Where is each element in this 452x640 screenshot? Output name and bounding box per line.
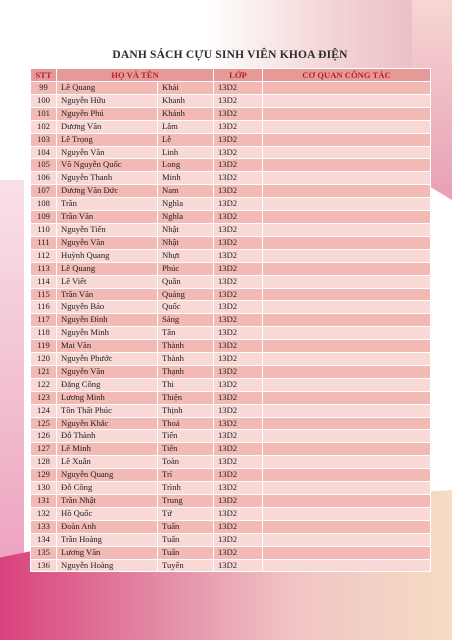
cell-last-name: Lương Văn (57, 546, 158, 559)
cell-last-name: Lê Quang (57, 82, 158, 95)
cell-stt: 131 (31, 495, 57, 508)
cell-class: 13D2 (214, 430, 263, 443)
cell-stt: 103 (31, 133, 57, 146)
cell-org (263, 288, 431, 301)
cell-class: 13D2 (214, 353, 263, 366)
cell-stt: 116 (31, 301, 57, 314)
cell-class: 13D2 (214, 211, 263, 224)
cell-org (263, 223, 431, 236)
cell-org (263, 133, 431, 146)
cell-first-name: Tuyến (158, 559, 214, 572)
cell-last-name: Đặng Công (57, 378, 158, 391)
cell-org (263, 495, 431, 508)
cell-last-name: Nguyễn Hoàng (57, 559, 158, 572)
alumni-table (30, 68, 431, 572)
cell-stt: 124 (31, 404, 57, 417)
cell-class: 13D2 (214, 456, 263, 469)
cell-class: 13D2 (214, 378, 263, 391)
cell-first-name: Thịnh (158, 404, 214, 417)
table-row (31, 327, 431, 340)
cell-last-name: Đỗ Thành (57, 430, 158, 443)
cell-org (263, 185, 431, 198)
cell-org (263, 249, 431, 262)
cell-org (263, 533, 431, 546)
cell-org (263, 482, 431, 495)
table-row (31, 301, 431, 314)
table-row (31, 185, 431, 198)
cell-stt: 132 (31, 507, 57, 520)
cell-stt: 109 (31, 211, 57, 224)
cell-last-name: Nguyễn Văn (57, 146, 158, 159)
cell-stt: 136 (31, 559, 57, 572)
table-row (31, 469, 431, 482)
cell-last-name: Nguyễn Minh (57, 327, 158, 340)
cell-stt: 134 (31, 533, 57, 546)
cell-last-name: Nguyễn Thanh (57, 172, 158, 185)
cell-last-name: Lê Xuân (57, 456, 158, 469)
cell-last-name: Lê Quang (57, 262, 158, 275)
cell-org (263, 430, 431, 443)
cell-stt: 130 (31, 482, 57, 495)
cell-org (263, 198, 431, 211)
cell-first-name: Khanh (158, 94, 214, 107)
table-row (31, 275, 431, 288)
cell-org (263, 340, 431, 353)
cell-org (263, 378, 431, 391)
cell-last-name: Huỳnh Quang (57, 249, 158, 262)
cell-last-name: Đỗ Công (57, 482, 158, 495)
cell-org (263, 391, 431, 404)
cell-stt: 129 (31, 469, 57, 482)
table-row (31, 533, 431, 546)
cell-last-name: Nguyễn Đình (57, 314, 158, 327)
cell-last-name: Trần Hoàng (57, 533, 158, 546)
cell-class: 13D2 (214, 82, 263, 95)
cell-class: 13D2 (214, 223, 263, 236)
page-title: DANH SÁCH CỰU SINH VIÊN KHOA ĐIỆN (112, 49, 348, 61)
cell-org (263, 120, 431, 133)
cell-class: 13D2 (214, 262, 263, 275)
cell-first-name: Thạnh (158, 365, 214, 378)
cell-first-name: Khánh (158, 107, 214, 120)
cell-class: 13D2 (214, 546, 263, 559)
cell-class: 13D2 (214, 159, 263, 172)
cell-first-name: Sáng (158, 314, 214, 327)
cell-last-name: Dương Văn Đức (57, 185, 158, 198)
cell-stt: 119 (31, 340, 57, 353)
cell-last-name: Nguyễn Bảo (57, 301, 158, 314)
cell-last-name: Nguyễn Văn (57, 236, 158, 249)
cell-first-name: Tuấn (158, 546, 214, 559)
cell-stt: 125 (31, 417, 57, 430)
cell-stt: 99 (31, 82, 57, 95)
header-class: LỚP (214, 69, 263, 82)
cell-last-name: Nguyễn Phú (57, 107, 158, 120)
cell-stt: 128 (31, 456, 57, 469)
cell-last-name: Hồ Quốc (57, 507, 158, 520)
cell-stt: 100 (31, 94, 57, 107)
cell-stt: 112 (31, 249, 57, 262)
table-row (31, 133, 431, 146)
cell-last-name: Lê Viết (57, 275, 158, 288)
table-row (31, 288, 431, 301)
cell-last-name: Mai Văn (57, 340, 158, 353)
table-row (31, 262, 431, 275)
cell-class: 13D2 (214, 107, 263, 120)
cell-last-name: Nguyễn Văn (57, 365, 158, 378)
cell-first-name: Quốc (158, 301, 214, 314)
cell-last-name: Trần Văn (57, 288, 158, 301)
cell-first-name: Tứ (158, 507, 214, 520)
cell-class: 13D2 (214, 417, 263, 430)
cell-class: 13D2 (214, 327, 263, 340)
table-row (31, 378, 431, 391)
cell-org (263, 172, 431, 185)
cell-org (263, 404, 431, 417)
cell-org (263, 469, 431, 482)
cell-stt: 127 (31, 443, 57, 456)
header-stt: STT (31, 69, 57, 82)
cell-stt: 105 (31, 159, 57, 172)
cell-last-name: Đoàn Anh (57, 520, 158, 533)
cell-class: 13D2 (214, 404, 263, 417)
cell-first-name: Toàn (158, 456, 214, 469)
cell-first-name: Tuấn (158, 520, 214, 533)
cell-last-name: Tôn Thất Phúc (57, 404, 158, 417)
table-row (31, 495, 431, 508)
cell-org (263, 94, 431, 107)
cell-first-name: Thi (158, 378, 214, 391)
cell-class: 13D2 (214, 520, 263, 533)
cell-stt: 101 (31, 107, 57, 120)
table-body (31, 82, 431, 572)
cell-class: 13D2 (214, 133, 263, 146)
cell-stt: 121 (31, 365, 57, 378)
table-row (31, 172, 431, 185)
cell-stt: 107 (31, 185, 57, 198)
cell-class: 13D2 (214, 340, 263, 353)
table-row (31, 223, 431, 236)
cell-stt: 110 (31, 223, 57, 236)
cell-first-name: Lễ (158, 133, 214, 146)
cell-class: 13D2 (214, 94, 263, 107)
cell-org (263, 159, 431, 172)
cell-org (263, 546, 431, 559)
cell-class: 13D2 (214, 172, 263, 185)
table-row (31, 107, 431, 120)
table-row (31, 314, 431, 327)
table-row (31, 507, 431, 520)
cell-org (263, 262, 431, 275)
cell-first-name: Thành (158, 340, 214, 353)
cell-org (263, 443, 431, 456)
cell-first-name: Linh (158, 146, 214, 159)
cell-first-name: Thoả (158, 417, 214, 430)
cell-last-name: Lê Trọng (57, 133, 158, 146)
cell-last-name: Nguyễn Hữu (57, 94, 158, 107)
table-row (31, 520, 431, 533)
table-row (31, 120, 431, 133)
cell-stt: 118 (31, 327, 57, 340)
table-row (31, 430, 431, 443)
table-row (31, 456, 431, 469)
cell-first-name: Nhật (158, 223, 214, 236)
table-row (31, 404, 431, 417)
alumni-table-container (30, 68, 430, 572)
cell-last-name: Dương Văn (57, 120, 158, 133)
cell-class: 13D2 (214, 365, 263, 378)
cell-class: 13D2 (214, 495, 263, 508)
cell-class: 13D2 (214, 482, 263, 495)
cell-stt: 126 (31, 430, 57, 443)
cell-org (263, 353, 431, 366)
cell-first-name: Trí (158, 469, 214, 482)
cell-org (263, 211, 431, 224)
cell-org (263, 314, 431, 327)
cell-stt: 111 (31, 236, 57, 249)
table-row (31, 443, 431, 456)
table-row (31, 353, 431, 366)
table-row (31, 559, 431, 572)
cell-class: 13D2 (214, 469, 263, 482)
cell-first-name: Quảng (158, 288, 214, 301)
cell-class: 13D2 (214, 533, 263, 546)
table-row (31, 82, 431, 95)
cell-first-name: Tân (158, 327, 214, 340)
cell-first-name: Nhựt (158, 249, 214, 262)
cell-stt: 102 (31, 120, 57, 133)
cell-first-name: Lâm (158, 120, 214, 133)
cell-class: 13D2 (214, 301, 263, 314)
table-row (31, 340, 431, 353)
cell-first-name: Nhật (158, 236, 214, 249)
cell-org (263, 507, 431, 520)
cell-class: 13D2 (214, 507, 263, 520)
cell-first-name: Thành (158, 353, 214, 366)
cell-last-name: Nguyễn Tiến (57, 223, 158, 236)
header-org: CƠ QUAN CÔNG TÁC (263, 69, 431, 82)
cell-class: 13D2 (214, 443, 263, 456)
cell-first-name: Nghĩa (158, 211, 214, 224)
cell-first-name: Nghĩa (158, 198, 214, 211)
cell-first-name: Thiện (158, 391, 214, 404)
cell-class: 13D2 (214, 236, 263, 249)
cell-class: 13D2 (214, 314, 263, 327)
cell-last-name: Trần Văn (57, 211, 158, 224)
table-header-row (31, 69, 431, 82)
cell-last-name: Lê Minh (57, 443, 158, 456)
cell-org (263, 456, 431, 469)
cell-stt: 113 (31, 262, 57, 275)
cell-first-name: Tuấn (158, 533, 214, 546)
table-row (31, 417, 431, 430)
cell-first-name: Tiến (158, 443, 214, 456)
cell-first-name: Trình (158, 482, 214, 495)
cell-org (263, 236, 431, 249)
cell-stt: 115 (31, 288, 57, 301)
table-row (31, 236, 431, 249)
cell-stt: 104 (31, 146, 57, 159)
cell-class: 13D2 (214, 185, 263, 198)
cell-org (263, 520, 431, 533)
cell-first-name: Phúc (158, 262, 214, 275)
table-row (31, 391, 431, 404)
cell-last-name: Trần Nhật (57, 495, 158, 508)
cell-stt: 123 (31, 391, 57, 404)
cell-stt: 117 (31, 314, 57, 327)
cell-class: 13D2 (214, 249, 263, 262)
cell-org (263, 365, 431, 378)
cell-stt: 122 (31, 378, 57, 391)
cell-stt: 135 (31, 546, 57, 559)
cell-class: 13D2 (214, 198, 263, 211)
cell-first-name: Long (158, 159, 214, 172)
cell-stt: 108 (31, 198, 57, 211)
cell-org (263, 327, 431, 340)
table-row (31, 159, 431, 172)
cell-org (263, 107, 431, 120)
cell-class: 13D2 (214, 559, 263, 572)
table-row (31, 146, 431, 159)
cell-last-name: Trần (57, 198, 158, 211)
cell-last-name: Nguyễn Phước (57, 353, 158, 366)
table-row (31, 198, 431, 211)
cell-first-name: Quân (158, 275, 214, 288)
cell-class: 13D2 (214, 391, 263, 404)
cell-org (263, 275, 431, 288)
cell-stt: 133 (31, 520, 57, 533)
cell-first-name: Trung (158, 495, 214, 508)
cell-first-name: Khải (158, 82, 214, 95)
cell-stt: 106 (31, 172, 57, 185)
table-row (31, 211, 431, 224)
cell-stt: 120 (31, 353, 57, 366)
cell-last-name: Lương Minh (57, 391, 158, 404)
cell-last-name: Nguyễn Quang (57, 469, 158, 482)
table-row (31, 482, 431, 495)
table-row (31, 365, 431, 378)
table-row (31, 249, 431, 262)
cell-class: 13D2 (214, 146, 263, 159)
cell-org (263, 301, 431, 314)
cell-org (263, 417, 431, 430)
cell-org (263, 82, 431, 95)
cell-first-name: Minh (158, 172, 214, 185)
cell-org (263, 559, 431, 572)
cell-org (263, 146, 431, 159)
cell-class: 13D2 (214, 288, 263, 301)
cell-class: 13D2 (214, 120, 263, 133)
cell-last-name: Võ Nguyễn Quốc (57, 159, 158, 172)
cell-first-name: Nam (158, 185, 214, 198)
cell-first-name: Tiến (158, 430, 214, 443)
header-name: HỌ VÀ TÊN (57, 69, 214, 82)
table-row (31, 94, 431, 107)
cell-last-name: Nguyễn Khắc (57, 417, 158, 430)
cell-stt: 114 (31, 275, 57, 288)
cell-class: 13D2 (214, 275, 263, 288)
table-row (31, 546, 431, 559)
